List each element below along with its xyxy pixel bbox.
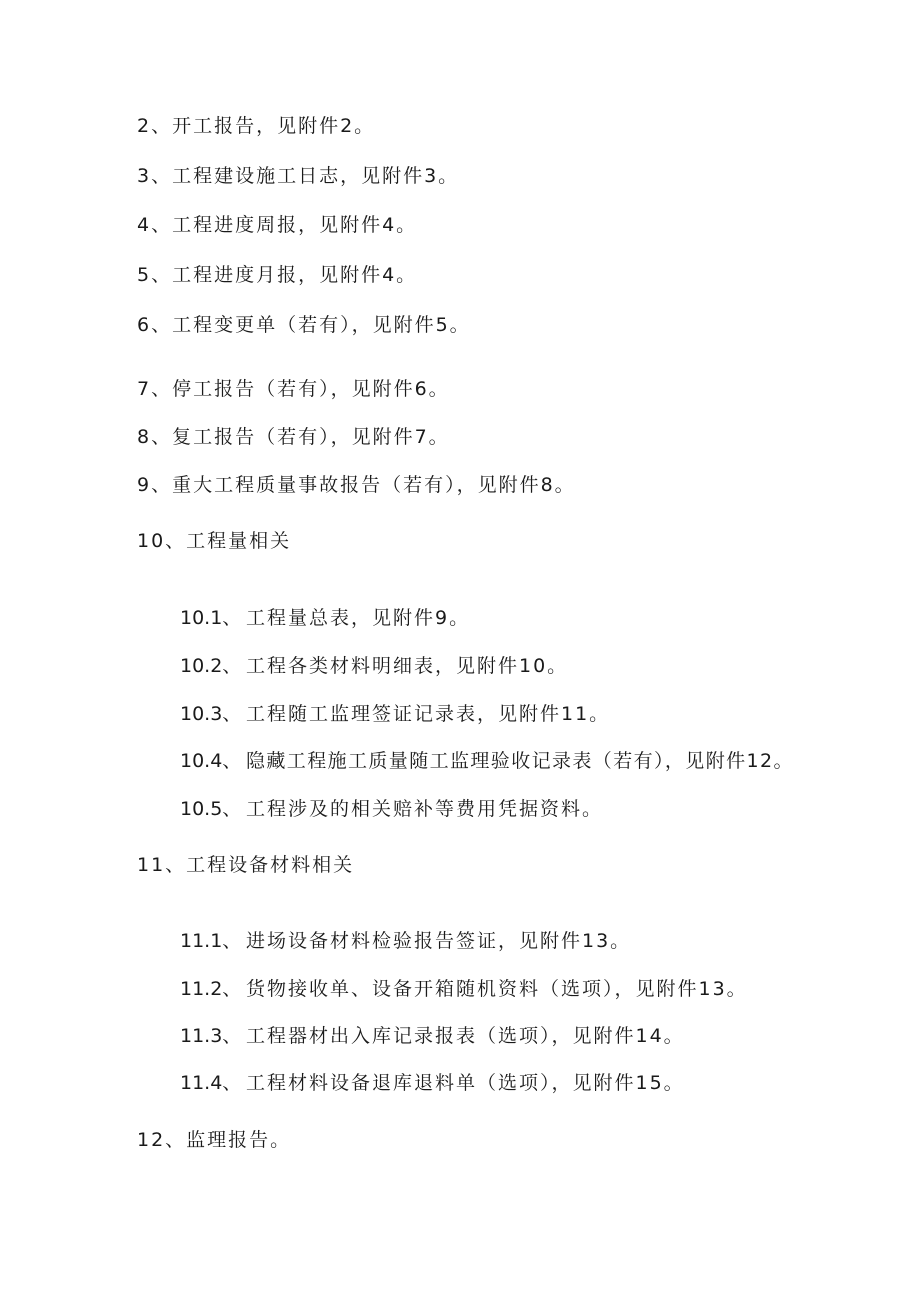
list-item-12: 12、监理报告。: [137, 1129, 292, 1151]
sub-item-number: 11.2、: [180, 978, 242, 1000]
sub-item-10-3: [180, 702, 610, 726]
sub-item-text: 工程各类材料明细表，见附件10。: [246, 655, 569, 677]
sub-item-text: 货物接收单、设备开箱随机资料（选项），见附件13。: [246, 978, 748, 1000]
sub-item-text: 进场设备材料检验报告签证，见附件13。: [246, 930, 632, 952]
sub-item-text: 工程器材出入库记录报表（选项），见附件14。: [246, 1025, 685, 1047]
sub-item-10-4: [180, 749, 794, 773]
list-item-3: 3、工程建设施工日志，见附件3。: [137, 165, 460, 187]
sub-item-number: 11.3、: [180, 1025, 242, 1047]
list-item-5: 5、工程进度月报，见附件4。: [137, 264, 418, 286]
sub-item-number: 10.3、: [180, 703, 242, 725]
sub-item-number: 11.1、: [180, 930, 242, 952]
list-item-10: 10、工程量相关: [137, 530, 292, 552]
list-item-11: 11、工程设备材料相关: [137, 854, 355, 876]
sub-item-11-3: [180, 1024, 685, 1048]
list-item-9: 9、重大工程质量事故报告（若有），见附件8。: [137, 474, 576, 496]
sub-item-number: 10.1、: [180, 607, 242, 629]
sub-item-number: 11.4、: [180, 1072, 242, 1094]
sub-item-text: 工程材料设备退库退料单（选项），见附件15。: [246, 1072, 685, 1094]
list-item-6: 6、工程变更单（若有），见附件5。: [137, 314, 471, 336]
sub-item-11-4: [180, 1071, 685, 1095]
sub-item-11-2: [180, 977, 748, 1001]
sub-item-text: 工程随工监理签证记录表，见附件11。: [246, 703, 611, 725]
list-item-7: 7、停工报告（若有），见附件6。: [137, 378, 450, 400]
sub-item-number: 10.5、: [180, 798, 242, 820]
sub-item-10-2: [180, 654, 568, 678]
sub-item-text: 隐藏工程施工质量随工监理验收记录表（若有），见附件12。: [246, 750, 794, 772]
sub-item-text: 工程涉及的相关赔补等费用凭据资料。: [246, 798, 604, 820]
sub-item-text: 工程量总表，见附件9。: [246, 607, 471, 629]
list-item-8: 8、复工报告（若有），见附件7。: [137, 426, 450, 448]
sub-item-10-5: [180, 797, 603, 821]
sub-item-number: 10.2、: [180, 655, 242, 677]
sub-item-11-1: [180, 929, 631, 953]
list-item-4: 4、工程进度周报，见附件4。: [137, 214, 418, 236]
list-item-2: 2、开工报告，见附件2。: [137, 115, 376, 137]
sub-item-number: 10.4、: [180, 750, 242, 772]
sub-item-10-1: [180, 606, 470, 630]
